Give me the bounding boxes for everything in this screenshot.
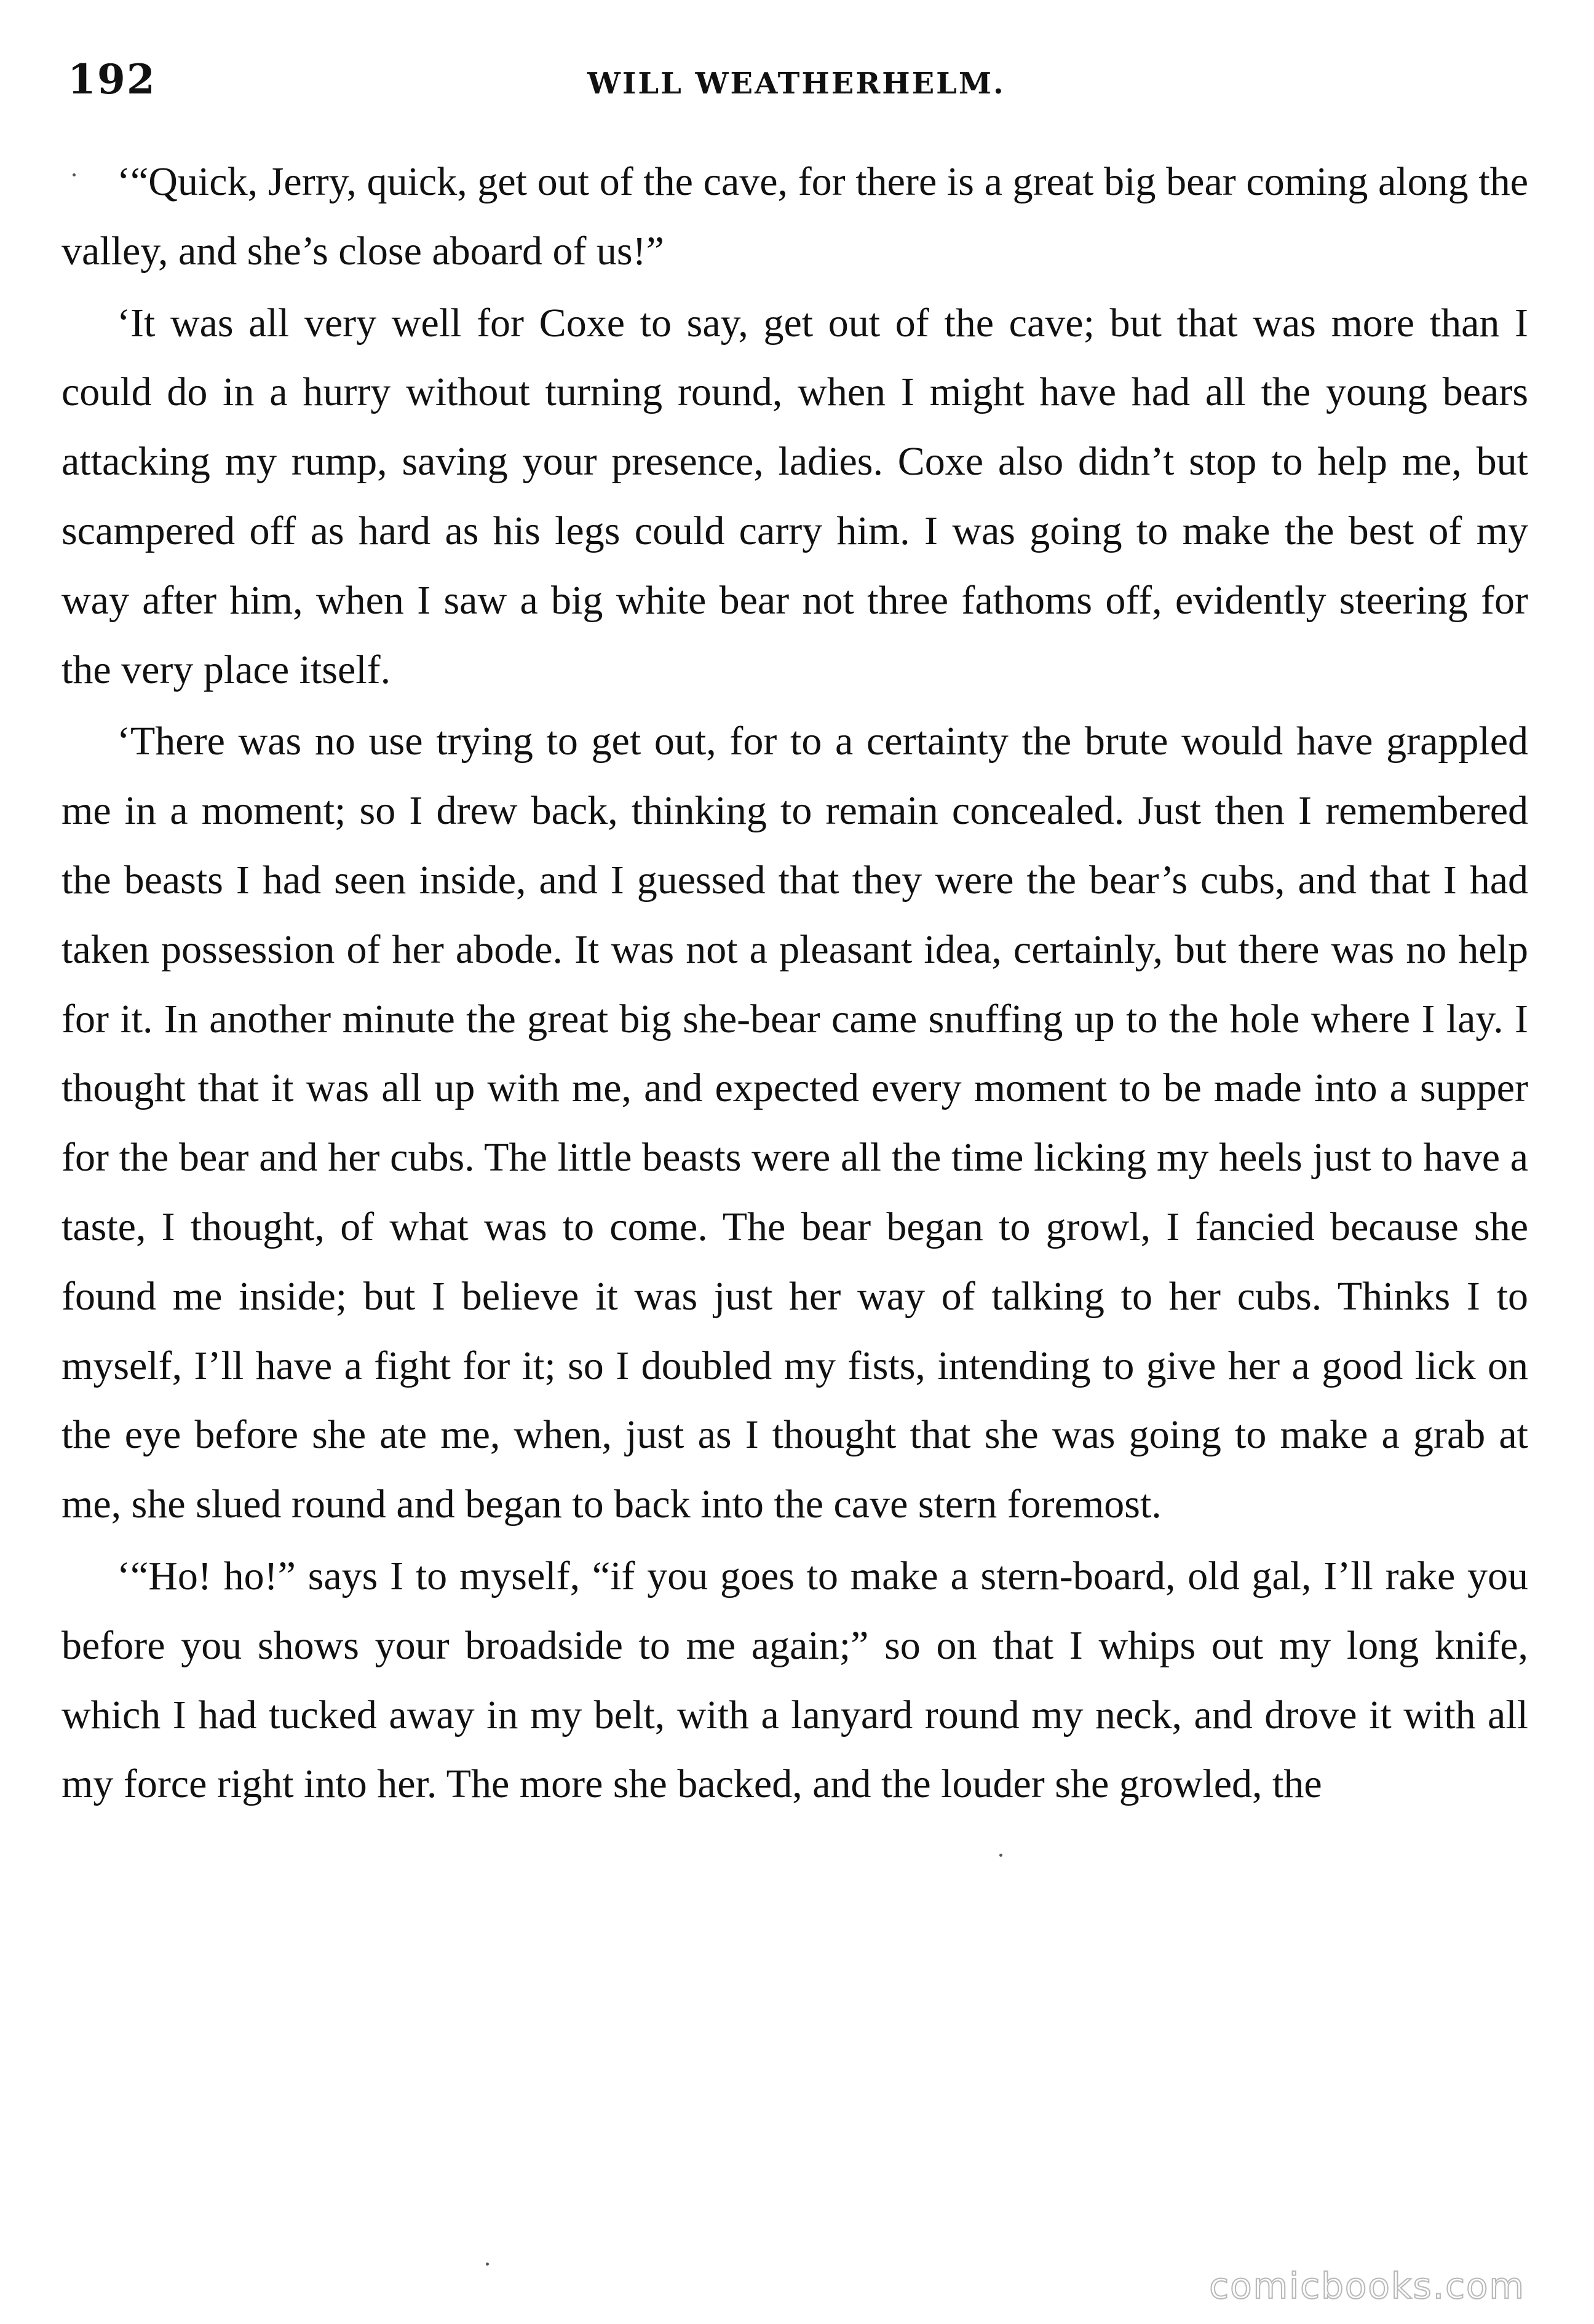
print-speck <box>486 2263 489 2266</box>
paragraph-4: ‘“Ho! ho!” says I to myself, “if you goes to make a stern-board, old gal, I’ll rake you before you shows your broadside to me again;” so on that I whips out my long knife, which I had tucked away in my belt, with a lanyard round my neck, and drove it with all my force right into her. The more she backed, and the louder she growled, the <box>61 1553 1528 1807</box>
paragraph-2: ‘It was all very well for Coxe to say, get out of the cave; but that was more than I could do in a hurry without turning round, when I might have had all the young bears attacking my rump, saving your presence, ladies. Coxe also didn’t stop to help me, but scampered off as hard as his legs could carry him. I was going to make the best of my way after him, when I saw a big white bear not three fathoms off, evidently steering for the very place itself. <box>61 300 1528 692</box>
print-speck <box>73 173 76 176</box>
watermark: comicbooks.com <box>1209 2265 1525 2307</box>
body-text <box>61 148 1528 1819</box>
print-speck <box>999 1854 1002 1857</box>
page-header <box>68 55 1525 111</box>
running-title: WILL WEATHERHELM. <box>587 66 1005 101</box>
page-number: 192 <box>68 55 156 103</box>
paragraph-3: ‘There was no use trying to get out, for to a certainty the brute would have grappled me in a moment; so I drew back, thinking to remain concealed. Just then I remembered the beasts I had seen inside, and I guessed that they were the bear’s cubs, and that I had taken possession of her abode. It was not a pleasant idea, certainly, but there was no help for it. In another minute the great big she-bear came snuffing up to the hole where I lay. I thought that it was all up with me, and expected every moment to be made into a supper for the bear and her cubs. The little beasts were all the time licking my heels just to have a taste, I thought, of what was to come. The bear began to growl, I fancied because she found me inside; but I believe it was just her way of talking to her cubs. Thinks I to myself, I’ll have a fight for it; so I doubled my fists, intending to give her a good lick on the eye before she ate me, when, just as I thought that she was going to make a grab at me, she slued round and began to back into the cave stern foremost. <box>61 719 1528 1527</box>
paragraph-1: ‘“Quick, Jerry, quick, get out of the cave, for there is a great big bear coming along the valley, and she’s close aboard of us!” <box>61 159 1528 274</box>
